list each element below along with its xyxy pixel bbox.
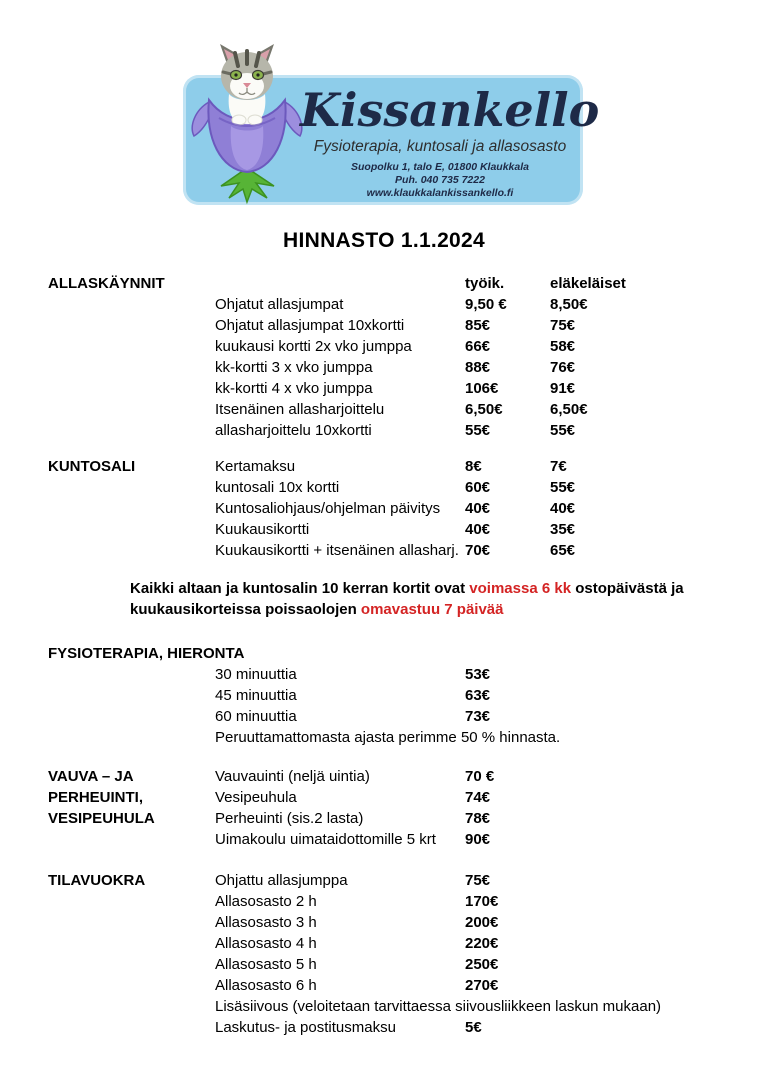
price-elakelaiset — [550, 685, 768, 706]
price-tyoik: 8€ — [465, 458, 482, 475]
item-label: Itsenäinen allasharjoittelu — [215, 401, 385, 418]
table-row — [0, 540, 768, 561]
price-elakelaiset: 35€ — [550, 521, 576, 538]
price-tyoik — [465, 643, 550, 664]
price-elakelaiset — [550, 891, 768, 912]
logo-tagline: Fysioterapia, kuntosali ja allasosasto — [313, 138, 567, 155]
price-tyoik: 85€ — [465, 317, 491, 334]
note-highlight-deductible: omavastuu 7 päivää — [360, 601, 504, 618]
item-label: Kuukausikortti + itsenäinen allasharj. — [215, 542, 459, 559]
col-header-tyoik: työik. — [465, 275, 505, 292]
price-elakelaiset: 76€ — [550, 359, 576, 376]
section-label — [48, 664, 215, 685]
table-row — [0, 420, 768, 441]
section-label: TILAVUOKRA — [48, 872, 146, 889]
section-label — [48, 727, 215, 748]
note-text: ostopäivästä ja kuukausikorteissa poissaolojen — [130, 580, 684, 618]
price-tyoik: 70 € — [465, 768, 495, 785]
price-tyoik: 250€ — [465, 956, 499, 973]
section-label — [48, 357, 215, 378]
section-label: VAUVA – JA — [48, 768, 134, 785]
table-row — [0, 933, 768, 954]
price-tyoik: 106€ — [465, 380, 499, 397]
price-elakelaiset — [550, 933, 768, 954]
price-tyoik — [465, 996, 550, 1017]
price-tyoik: 220€ — [465, 935, 499, 952]
section-label — [48, 829, 215, 850]
table-row — [0, 378, 768, 399]
table-row — [0, 685, 768, 706]
section-label — [48, 954, 215, 975]
price-tyoik: 6,50€ — [465, 401, 503, 418]
table-row — [0, 706, 768, 727]
price-elakelaiset: 8,50€ — [550, 296, 588, 313]
item-label: Allasosasto 3 h — [215, 914, 317, 931]
note-highlight-validity: voimassa 6 kk — [469, 580, 572, 597]
price-tyoik: 55€ — [465, 422, 491, 439]
section-label — [48, 933, 215, 954]
price-tyoik: 170€ — [465, 893, 499, 910]
price-tyoik: 9,50 € — [465, 296, 507, 313]
price-tyoik: 75€ — [465, 872, 491, 889]
price-tyoik: 63€ — [465, 687, 491, 704]
table-row — [0, 273, 768, 294]
section-label — [48, 891, 215, 912]
price-elakelaiset — [550, 870, 768, 891]
section-allaskaynnit — [0, 273, 768, 441]
price-tyoik: 5€ — [465, 1019, 482, 1036]
table-row — [0, 477, 768, 498]
item-label: kk-kortti 4 x vko jumppa — [215, 380, 373, 397]
table-row — [0, 727, 768, 748]
cat-in-bellflower-icon — [185, 42, 309, 206]
price-elakelaiset — [550, 766, 768, 787]
item-label: 30 minuuttia — [215, 666, 297, 683]
item-label — [215, 643, 465, 664]
item-label: Peruuttamattomasta ajasta perimme 50 % hinnasta. — [215, 729, 561, 746]
section-label — [48, 706, 215, 727]
item-label: Allasosasto 4 h — [215, 935, 317, 952]
table-row — [0, 664, 768, 685]
price-tyoik: 270€ — [465, 977, 499, 994]
price-elakelaiset — [550, 975, 768, 996]
item-label: 60 minuuttia — [215, 708, 297, 725]
price-elakelaiset — [550, 1017, 768, 1038]
price-elakelaiset: 55€ — [550, 479, 576, 496]
section-label: PERHEUINTI, — [48, 789, 144, 806]
price-elakelaiset: 91€ — [550, 380, 576, 397]
item-label: kuntosali 10x kortti — [215, 479, 340, 496]
logo-text-block — [300, 83, 600, 200]
table-row — [0, 1017, 768, 1038]
section-kuntosali — [0, 456, 768, 561]
item-label: Laskutus- ja postitusmaksu — [215, 1019, 396, 1036]
table-row — [0, 357, 768, 378]
price-elakelaiset — [550, 996, 768, 1017]
logo-phone: Puh. 040 735 7222 — [395, 174, 485, 186]
section-vauva-perheuinti-vesipeuhula — [0, 766, 768, 850]
validity-note — [130, 578, 738, 620]
price-tyoik — [465, 727, 550, 748]
item-label: Ohjatut allasjumpat 10xkortti — [215, 317, 405, 334]
table-row — [0, 808, 768, 829]
price-tyoik: 73€ — [465, 708, 491, 725]
price-tyoik: 66€ — [465, 338, 491, 355]
table-row — [0, 336, 768, 357]
price-tyoik: 60€ — [465, 479, 491, 496]
price-tyoik: 74€ — [465, 789, 491, 806]
table-row — [0, 498, 768, 519]
section-label — [48, 336, 215, 357]
item-label: Ohjatut allasjumpat — [215, 296, 344, 313]
section-fysioterapia-hieronta — [0, 643, 768, 748]
section-label — [48, 519, 215, 540]
table-row — [0, 294, 768, 315]
logo-address: Suopolku 1, talo E, 01800 Klaukkala — [351, 161, 529, 173]
item-label — [215, 273, 465, 294]
item-label: Kuntosaliohjaus/ohjelman päivitys — [215, 500, 441, 517]
section-label: VESIPEUHULA — [48, 810, 155, 827]
table-row — [0, 315, 768, 336]
price-tyoik: 78€ — [465, 810, 491, 827]
section-label — [48, 540, 215, 561]
table-row — [0, 870, 768, 891]
section-label — [48, 912, 215, 933]
brand-name: Kissankello — [300, 83, 600, 137]
price-tyoik: 53€ — [465, 666, 491, 683]
item-label: Vauvauinti (neljä uintia) — [215, 768, 370, 785]
price-elakelaiset — [550, 829, 768, 850]
price-elakelaiset — [550, 954, 768, 975]
price-tyoik: 40€ — [465, 521, 491, 538]
price-tyoik: 200€ — [465, 914, 499, 931]
price-elakelaiset — [550, 727, 768, 748]
page-title: HINNASTO 1.1.2024 — [283, 229, 485, 252]
price-elakelaiset: 40€ — [550, 500, 576, 517]
table-row — [0, 456, 768, 477]
section-label: FYSIOTERAPIA, HIERONTA — [48, 645, 245, 662]
section-label — [48, 399, 215, 420]
item-label: Kuukausikortti — [215, 521, 310, 538]
item-label: Allasosasto 2 h — [215, 893, 317, 910]
table-row — [0, 399, 768, 420]
item-label: Vesipeuhula — [215, 789, 297, 806]
price-tyoik: 88€ — [465, 359, 491, 376]
item-label: Ohjattu allasjumppa — [215, 872, 348, 889]
price-elakelaiset — [550, 808, 768, 829]
section-label — [48, 1017, 215, 1038]
table-row — [0, 766, 768, 787]
logo-website: www.klaukkalankissankello.fi — [366, 187, 514, 199]
price-tyoik: 70€ — [465, 542, 491, 559]
price-elakelaiset — [550, 706, 768, 727]
table-row — [0, 643, 768, 664]
section-label — [48, 975, 215, 996]
note-text: Kaikki altaan ja kuntosalin 10 kerran kortit ovat — [130, 580, 470, 597]
price-tyoik: 90€ — [465, 831, 491, 848]
price-tyoik: 40€ — [465, 500, 491, 517]
item-label: Kertamaksu — [215, 458, 296, 475]
price-elakelaiset: 58€ — [550, 338, 576, 355]
section-label — [48, 996, 215, 1017]
price-elakelaiset: 75€ — [550, 317, 576, 334]
item-label: kuukausi kortti 2x vko jumppa — [215, 338, 412, 355]
table-row — [0, 787, 768, 808]
item-label: Perheuinti (sis.2 lasta) — [215, 810, 364, 827]
item-label: kk-kortti 3 x vko jumppa — [215, 359, 373, 376]
item-label: Allasosasto 5 h — [215, 956, 317, 973]
section-label — [48, 477, 215, 498]
section-tilavuokra — [0, 870, 768, 1038]
table-row — [0, 954, 768, 975]
price-elakelaiset: 55€ — [550, 422, 576, 439]
section-label: ALLASKÄYNNIT — [48, 275, 165, 292]
section-label — [48, 685, 215, 706]
section-label — [48, 420, 215, 441]
section-label — [48, 294, 215, 315]
price-elakelaiset: 65€ — [550, 542, 576, 559]
table-row — [0, 519, 768, 540]
item-label: Lisäsiivous (veloitetaan tarvittaessa siivousliikkeen laskun mukaan) — [215, 998, 662, 1015]
price-elakelaiset: 6,50€ — [550, 401, 588, 418]
section-label — [48, 378, 215, 399]
price-elakelaiset — [550, 664, 768, 685]
item-label: Uimakoulu uimataidottomille 5 krt — [215, 831, 436, 848]
col-header-elakelaiset: eläkeläiset — [550, 275, 626, 292]
item-label: allasharjoittelu 10xkortti — [215, 422, 372, 439]
section-label — [48, 498, 215, 519]
table-row — [0, 829, 768, 850]
price-elakelaiset — [550, 912, 768, 933]
price-table — [0, 273, 768, 1038]
table-row — [0, 996, 768, 1017]
table-row — [0, 975, 768, 996]
logo-header — [0, 0, 768, 205]
table-row — [0, 912, 768, 933]
section-label — [48, 315, 215, 336]
item-label: Allasosasto 6 h — [215, 977, 317, 994]
item-label: 45 minuuttia — [215, 687, 297, 704]
price-elakelaiset: 7€ — [550, 458, 567, 475]
price-elakelaiset — [550, 787, 768, 808]
price-elakelaiset — [550, 643, 768, 664]
table-row — [0, 891, 768, 912]
section-label: KUNTOSALI — [48, 458, 136, 475]
